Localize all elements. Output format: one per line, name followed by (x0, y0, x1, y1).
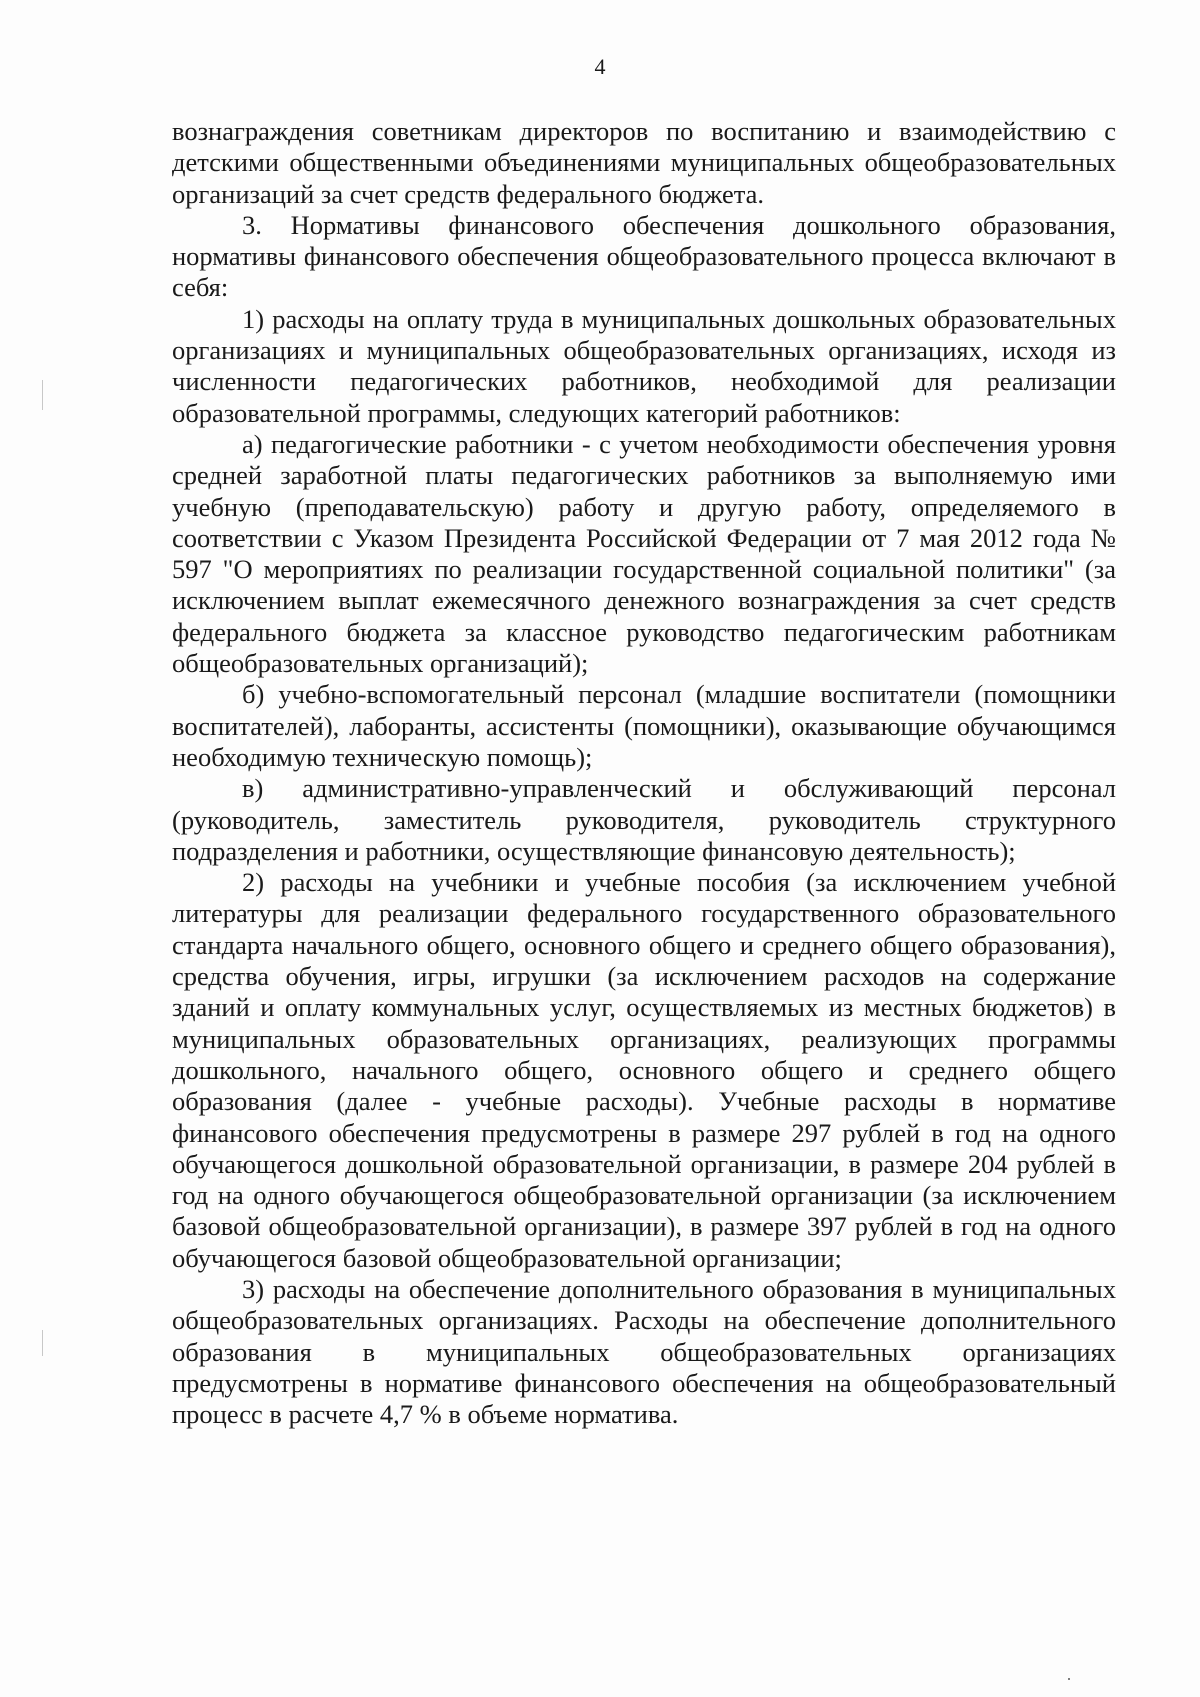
page-number: 4 (594, 54, 606, 79)
paragraph-continuation: вознаграждения советникам директоров по воспитанию и взаимодействию с детскими общественными объединениями муниципальных общеобразовательных организаций за счет средств федерального бюджета. (172, 116, 1116, 209)
paragraph-item-1: 1) расходы на оплату труда в муниципальных дошкольных образовательных организациях и муниципальных общеобразовательных организациях, исходя из численности педагогических работников, необходимой для реализации образовательной программы, следующих категорий работников: (172, 303, 1116, 428)
scan-margin-mark (42, 1330, 43, 1356)
scan-artifact (1068, 1678, 1070, 1680)
paragraph-item-3: 3) расходы на обеспечение дополнительного образования в муниципальных общеобразовательных организациях. Расходы на обеспечение дополнительного образования в муниципальных общеобразовательных организациях предусмотрены в нормативе финансового обеспечения на общеобразовательный процесс в расчете 4,7 % в объеме норматива. (172, 1273, 1116, 1430)
paragraph-section-3: 3. Нормативы финансового обеспечения дошкольного образования, нормативы финансового обеспечения общеобразовательного процесса включают в себя: (172, 209, 1116, 303)
paragraph-item-2: 2) расходы на учебники и учебные пособия (за исключением учебной литературы для реализации федерального государственного образовательного стандарта начального общего, основного общего и среднего общего образования), средства обучения, игры, игрушки (за исключением расходов на содержание зданий и оплату коммунальных услуг, осуществляемых из местных бюджетов) в муниципальных образовательных организациях, реализующих программы дошкольного, начального общего, основного общего и среднего общего образования (далее - учебные расходы). Учебные расходы в нормативе финансового обеспечения предусмотрены в размере 297 рублей в год на одного обучающегося дошкольной образовательной организации, в размере 204 рублей в год на одного обучающегося общеобразовательной организации (за исключением базовой общеобразовательной организации), в размере 397 рублей в год на одного обучающегося базовой общеобразовательной организации; (172, 867, 1116, 1273)
scan-margin-mark (42, 380, 43, 410)
paragraph-subitem-a: а) педагогические работники - с учетом необходимости обеспечения уровня средней заработной платы педагогических работников за выполняемую ими учебную (преподавательскую) работу и другую работу, определяемого в соответствии с Указом Президента Российской Федерации от 7 мая 2012 года № 597 "О мероприятиях по реализации государственной социальной политики" (за исключением выплат ежемесячного денежного вознаграждения за счет средств федерального бюджета за классное руководство педагогическим работникам общеобразовательных организаций); (172, 428, 1116, 679)
document-body (172, 116, 1116, 1430)
paragraph-subitem-b: б) учебно-вспомогательный персонал (младшие воспитатели (помощники воспитателей), лаборанты, ассистенты (помощники), оказывающие обучающимся необходимую техническую помощь); (172, 679, 1116, 772)
paragraph-subitem-v: в) административно-управленческий и обслуживающий персонал (руководитель, заместитель руководителя, руководитель структурного подразделения и работники, осуществляющие финансовую деятельность); (172, 773, 1116, 866)
